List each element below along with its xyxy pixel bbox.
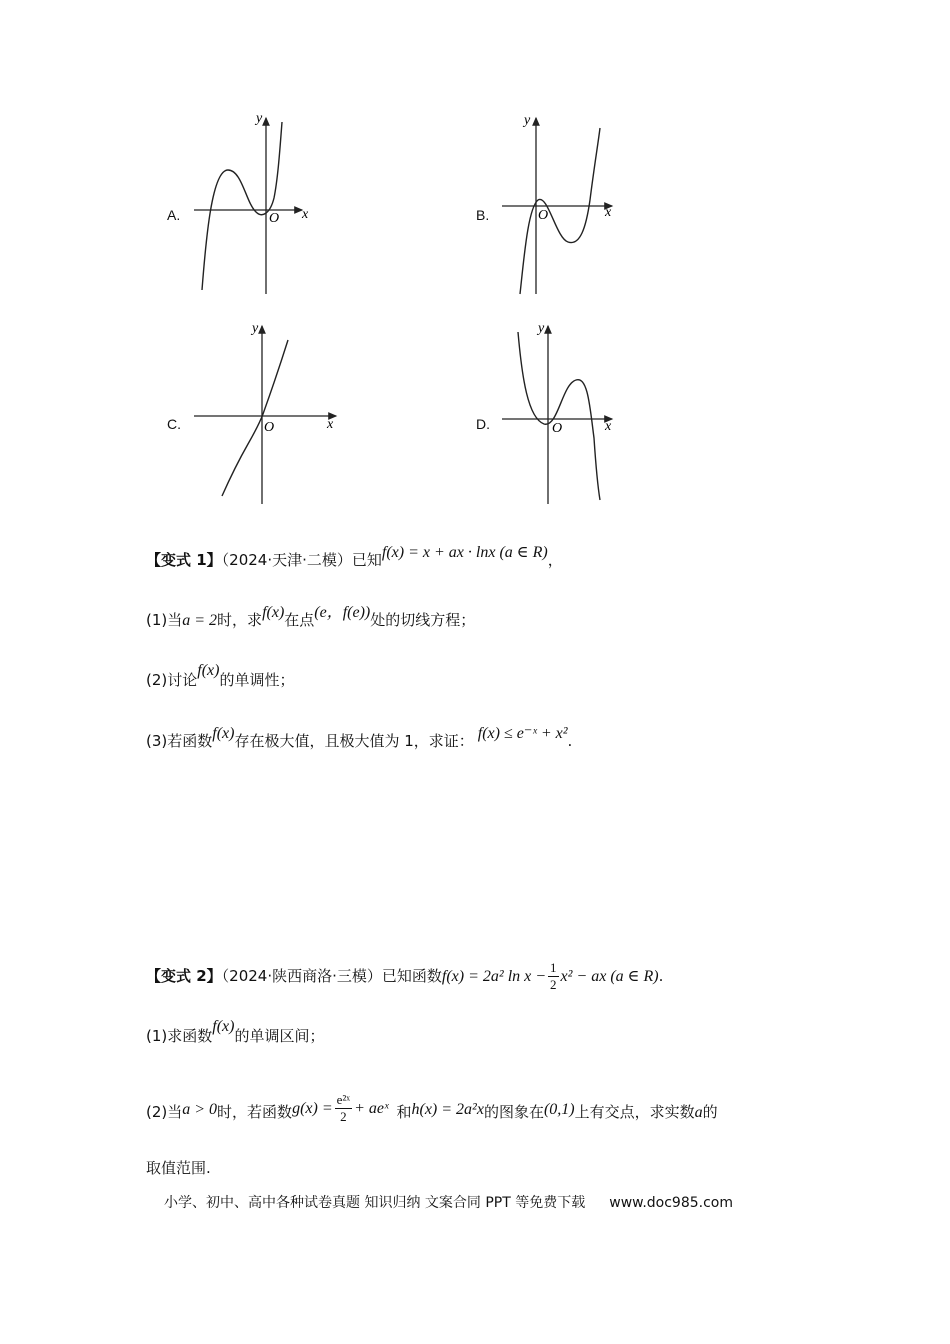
x-label: x xyxy=(605,205,612,220)
y-label: y xyxy=(256,111,263,126)
q2-text: 时，若函数 xyxy=(217,1103,293,1121)
q2-h-function: h(x) = 2a²x xyxy=(411,1101,484,1118)
q1-point: (e，f(e)) xyxy=(314,604,371,621)
option-b-label: B. xyxy=(476,207,490,223)
variant1-q2 xyxy=(146,662,295,691)
q2-function: f(x) xyxy=(197,662,220,679)
q1-text2: 在点 xyxy=(284,611,315,629)
q2-condition: a > 0 xyxy=(182,1101,218,1118)
q3-end: . xyxy=(567,732,573,750)
graph-option-c xyxy=(190,318,340,508)
fraction-denominator: 2 xyxy=(550,977,557,992)
graph-option-a xyxy=(190,108,320,300)
option-c-label: C. xyxy=(167,416,181,432)
q2-g-left: g(x) = xyxy=(292,1100,333,1117)
q2-and: 和 xyxy=(396,1103,412,1121)
q3-inequality: f(x) ≤ e⁻ˣ + x² xyxy=(477,725,568,742)
curve xyxy=(520,128,600,294)
curve xyxy=(518,332,600,500)
variant1-heading xyxy=(146,544,563,571)
q1-prefix: (1)求函数 xyxy=(146,1027,213,1045)
variant1-q1 xyxy=(146,604,476,631)
variant2-q2 xyxy=(146,1092,718,1129)
q2-interval: (0,1) xyxy=(543,1101,575,1118)
origin-label: O xyxy=(552,421,563,436)
origin-label: O xyxy=(538,208,549,223)
footer xyxy=(164,1192,733,1212)
q1-prefix: (1)当 xyxy=(146,611,183,629)
q1-function: f(x) xyxy=(262,604,285,621)
variant1-function: f(x) = x + ax · lnx (a ∈ R) xyxy=(381,544,548,561)
variant2-source: （2024·陕西商洛·三模）已知函数 xyxy=(221,967,442,985)
q2-suffix: 的 xyxy=(702,1103,718,1121)
variant2-fraction xyxy=(548,960,559,993)
q2-text2: 的图象在 xyxy=(483,1103,544,1121)
option-d-label: D. xyxy=(476,416,490,432)
x-label: x xyxy=(605,419,612,434)
q2-g-fraction xyxy=(335,1092,352,1125)
q3-function: f(x) xyxy=(212,725,235,742)
y-label: y xyxy=(538,321,545,336)
y-label: y xyxy=(252,321,259,336)
origin-label: O xyxy=(269,211,280,226)
variant2-q2-line2: 取值范围. xyxy=(146,1159,211,1177)
q2-g-right: + aeˣ xyxy=(354,1100,389,1117)
y-label: y xyxy=(524,113,531,128)
q3-prefix: (3)若函数 xyxy=(146,732,213,750)
origin-label: O xyxy=(264,420,275,435)
q2-prefix: (2)讨论 xyxy=(146,671,198,689)
q1-text: 时，求 xyxy=(217,611,263,629)
q2-variable-a: a xyxy=(694,1104,703,1121)
q3-text: 存在极大值，且极大值为 1，求证： xyxy=(234,732,474,750)
variant2-function-right: x² − ax (a ∈ R) xyxy=(560,968,659,985)
footer-site-link[interactable]: www.doc985.com xyxy=(609,1195,733,1211)
variant2-q1 xyxy=(146,1018,325,1047)
graph-option-d xyxy=(500,318,630,508)
fraction-denominator: 2 xyxy=(340,1109,347,1124)
q1-suffix: 的单调区间； xyxy=(234,1027,325,1045)
curve xyxy=(222,340,288,496)
variant2-function-left: f(x) = 2a² ln x − xyxy=(441,968,547,985)
variant1-end: ， xyxy=(547,551,563,569)
x-label: x xyxy=(302,207,309,222)
x-label: x xyxy=(327,417,334,432)
variant2-heading xyxy=(146,960,663,993)
graph-option-b xyxy=(500,108,630,300)
footer-text: 小学、初中、高中各种试卷真题 知识归纳 文案合同 PPT 等免费下载 xyxy=(164,1195,586,1211)
q1-suffix: 处的切线方程； xyxy=(370,611,476,629)
q2-text3: 上有交点，求实数 xyxy=(574,1103,695,1121)
variant1-tag: 【变式 1】 xyxy=(146,551,222,569)
q1-function: f(x) xyxy=(212,1018,235,1035)
variant2-tag: 【变式 2】 xyxy=(146,967,222,985)
q1-condition: a = 2 xyxy=(182,612,218,629)
curve xyxy=(202,122,282,290)
option-a-label: A. xyxy=(167,207,181,223)
q2-suffix: 的单调性； xyxy=(219,671,295,689)
q2-prefix: (2)当 xyxy=(146,1103,183,1121)
variant1-source: （2024·天津·二模）已知 xyxy=(221,551,382,569)
fraction-numerator: e²ˣ xyxy=(336,1092,351,1107)
fraction-numerator: 1 xyxy=(550,960,557,975)
variant2-end: . xyxy=(658,967,664,985)
variant1-q3 xyxy=(146,725,573,752)
